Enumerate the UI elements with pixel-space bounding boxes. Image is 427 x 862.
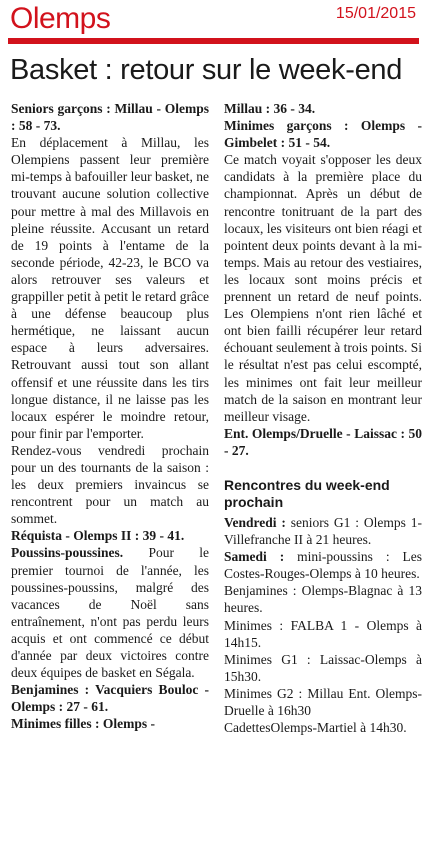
schedule-heading: Rencontres du week-end prochain bbox=[224, 476, 390, 510]
result-line: Millau : 36 - 34. bbox=[224, 101, 316, 116]
article-paragraph: Rendez-vous vendredi prochain pour un des tournants de la saison : les deux premiers invaincus se rencontrent pour un match au sommet. bbox=[11, 442, 209, 527]
article-paragraph: Minimes : FALBA 1 - Olemps à 14h15. bbox=[224, 617, 422, 650]
paragraph-lead: Poussins-poussines. bbox=[11, 545, 124, 561]
article-paragraph: Benjamines : Olemps-Blagnac à 13 heures. bbox=[224, 583, 422, 616]
article-paragraph: En déplacement à Millau, les Olempiens passent leur première mi-temps à bafouiller leur basket, ne trouvant aucune solution collective pour mettre à mal des Millavois en pleine réussite. Accusant un retard de 19 points à l'entame de la seconde période, 42-23, le BCO va alors retrouver ses valeurs et grappiller petit à petit le retard grâce à une défense beaucoup plus hermétique, ne laissant aucun espace à leurs adversaires. Retrouvant aussi tout son allant offensif et une réussite dans les tirs longue distance, il ne laisse pas les locaux espérer le moindre retour, pour finir par l'emporter. bbox=[11, 135, 209, 441]
publication-date: 15/01/2015 bbox=[335, 5, 416, 22]
location-label: Olemps bbox=[10, 2, 111, 35]
article-paragraph: Minimes G1 : Laissac-Olemps à 15h30. bbox=[224, 651, 422, 684]
article-paragraph: CadettesOlemps-Martiel à 14h30. bbox=[224, 720, 407, 736]
article-column-1 bbox=[11, 100, 209, 732]
article-paragraph: Ce match voyait s'opposer les deux candidats à la première place du championnat. Après un début de rencontre tonitruant de la part des locaux, les visiteurs ont bien réagi et pointent deux points devant à la mi-temps. Mais au retour des vestiaires, les locaux sont moins précis et prennent un retard de neuf points. Les Olempiens n'ont rien lâché et ont bien failli récupérer leur retard échouant seulement à trois points. Si le résultat n'est pas celui escompté, les minimes ont fait leur meilleur match de la saison en montrant leur meilleur visage. bbox=[224, 152, 422, 424]
paragraph-lead: Samedi : bbox=[224, 549, 285, 565]
article-paragraph bbox=[224, 548, 422, 582]
result-line: Réquista - Olemps II : 39 - 41. bbox=[11, 528, 185, 544]
result-line: Seniors garçons : Millau - Olemps : 58 - 73. bbox=[11, 101, 209, 134]
article-paragraph bbox=[11, 544, 209, 681]
page-header bbox=[0, 0, 427, 46]
article-column-2 bbox=[224, 100, 422, 736]
paragraph-lead: Vendredi : bbox=[224, 514, 286, 530]
article-paragraph bbox=[224, 514, 422, 548]
paragraph-text: mini-poussins : Les Costes-Rouges-Olemps à 10 heures. bbox=[224, 549, 422, 582]
header-rule bbox=[8, 38, 419, 44]
result-line: Minimes filles : Olemps - bbox=[11, 716, 155, 732]
paragraph-text: seniors G1 : Olemps 1- Villefranche II à 21 heures. bbox=[224, 514, 422, 548]
result-line: Benjamines : Vacquiers Bouloc - Olemps : 27 - 61. bbox=[11, 682, 209, 715]
result-line: Ent. Olemps/Druelle - Laissac : 50 - 27. bbox=[224, 425, 422, 458]
article-paragraph: Minimes G2 : Millau Ent. Olemps-Druelle à 16h30 bbox=[224, 685, 422, 718]
article-title: Basket : retour sur le week-end bbox=[10, 54, 403, 86]
result-line: Minimes garçons : Olemps - Gimbelet : 51 - 54. bbox=[224, 118, 422, 151]
paragraph-text: Pour le premier tournoi de l'année, les poussines-poussins, malgré des vacances de Noël sans entraînement, n'ont pas perdu leurs acquis et ont commencé ce début d'année par deux victoires contre deux équipes de basket en Ségala. bbox=[11, 545, 209, 681]
